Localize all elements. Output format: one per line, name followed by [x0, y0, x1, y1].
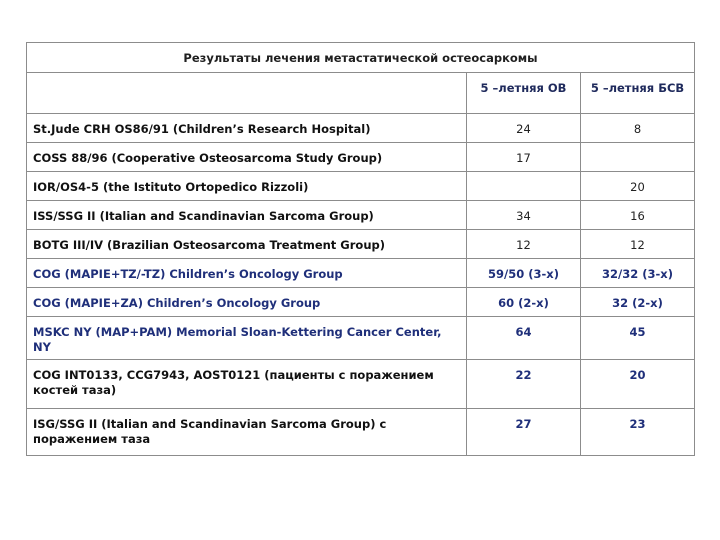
header-row [27, 73, 695, 114]
study-name: COSS 88/96 (Cooperative Osteosarcoma Study Group) [27, 143, 467, 172]
efs-value: 16 [581, 201, 695, 230]
efs-value: 32/32 (3-х) [581, 259, 695, 288]
header-name [27, 73, 467, 114]
os-value: 24 [467, 114, 581, 143]
study-name: COG (MAPIE+TZ/-TZ) Children’s Oncology Group [27, 259, 467, 288]
study-name: St.Jude CRH OS86/91 (Children’s Research Hospital) [27, 114, 467, 143]
study-name: COG INT0133, CCG7943, AOST0121 (пациенты с поражением костей таза) [27, 360, 467, 409]
os-value [467, 172, 581, 201]
efs-value: 8 [581, 114, 695, 143]
efs-value: 20 [581, 360, 695, 409]
study-name: IOR/OS4-5 (the Istituto Ortopedico Rizzoli) [27, 172, 467, 201]
efs-value: 23 [581, 409, 695, 456]
efs-value: 12 [581, 230, 695, 259]
os-value: 60 (2-х) [467, 288, 581, 317]
os-value: 17 [467, 143, 581, 172]
os-value: 27 [467, 409, 581, 456]
study-name: BOTG III/IV (Brazilian Osteosarcoma Treatment Group) [27, 230, 467, 259]
os-value: 22 [467, 360, 581, 409]
efs-value [581, 143, 695, 172]
study-name: COG (MAPIE+ZA) Children’s Oncology Group [27, 288, 467, 317]
table-row [27, 409, 695, 456]
table-row [27, 172, 695, 201]
table-row [27, 360, 695, 409]
study-name: ISG/SSG II (Italian and Scandinavian Sarcoma Group) с поражением таза [27, 409, 467, 456]
table-row [27, 143, 695, 172]
table-row [27, 317, 695, 360]
title-row [27, 43, 695, 73]
os-value: 59/50 (3-х) [467, 259, 581, 288]
table-row [27, 201, 695, 230]
efs-value: 45 [581, 317, 695, 360]
table-row [27, 259, 695, 288]
header-os: 5 –летняя ОВ [467, 73, 581, 114]
os-value: 34 [467, 201, 581, 230]
table-row [27, 288, 695, 317]
results-table [26, 42, 695, 456]
efs-value: 20 [581, 172, 695, 201]
efs-value: 32 (2-х) [581, 288, 695, 317]
table-title: Результаты лечения метастатической остеосаркомы [27, 43, 695, 73]
study-name: MSKC NY (MAP+PAM) Memorial Sloan-Kettering Cancer Center, NY [27, 317, 467, 360]
table-row [27, 114, 695, 143]
header-efs: 5 –летняя БСВ [581, 73, 695, 114]
study-name: ISS/SSG II (Italian and Scandinavian Sarcoma Group) [27, 201, 467, 230]
os-value: 12 [467, 230, 581, 259]
os-value: 64 [467, 317, 581, 360]
table-row [27, 230, 695, 259]
